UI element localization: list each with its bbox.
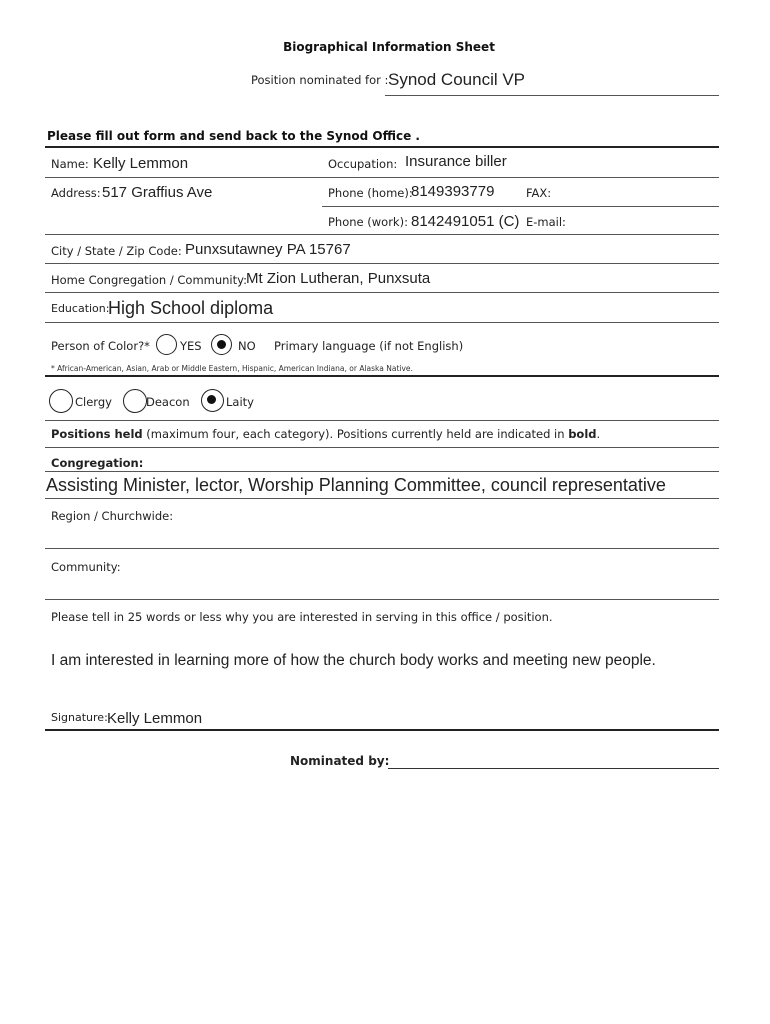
phone-work-label: Phone (work): xyxy=(328,215,408,229)
signature-input[interactable]: Kelly Lemmon xyxy=(107,710,203,727)
yes-radio[interactable] xyxy=(156,334,177,355)
divider xyxy=(45,471,719,472)
congregation-label: Home Congregation / Community: xyxy=(51,273,247,287)
divider xyxy=(45,322,719,323)
positions-heading-bold: Positions held xyxy=(51,427,143,441)
position-input[interactable]: Synod Council VP xyxy=(388,70,526,89)
divider xyxy=(45,729,719,731)
form-title: Biographical Information Sheet xyxy=(283,40,495,54)
occupation-label: Occupation: xyxy=(328,157,398,171)
divider xyxy=(45,498,719,499)
city-label: City / State / Zip Code: xyxy=(51,244,182,258)
deacon-radio[interactable] xyxy=(123,389,147,413)
divider xyxy=(45,447,719,448)
congregation-positions-label: Congregation: xyxy=(51,456,144,470)
positions-heading-bold-word: bold xyxy=(568,427,597,441)
interest-answer[interactable]: I am interested in learning more of how the church body works and meeting new people. xyxy=(51,652,656,669)
positions-heading-rest: (maximum four, each category). Positions currently held are indicated in xyxy=(142,427,569,441)
divider xyxy=(45,420,719,421)
community-input-line[interactable] xyxy=(45,599,719,600)
address-input[interactable]: 517 Graffius Ave xyxy=(102,184,213,201)
divider xyxy=(45,375,719,377)
interest-prompt: Please tell in 25 words or less why you are interested in serving in this office / position. xyxy=(51,610,553,624)
positions-heading-end: . xyxy=(596,427,601,441)
deacon-label: Deacon xyxy=(146,395,190,409)
divider xyxy=(45,177,719,178)
divider xyxy=(45,146,719,148)
divider xyxy=(45,234,719,235)
name-label: Name: xyxy=(51,157,89,171)
divider xyxy=(45,263,719,264)
nominated-by-label: Nominated by: xyxy=(290,754,390,768)
address-label: Address: xyxy=(51,186,101,200)
fax-label: FAX: xyxy=(526,186,552,200)
region-input-line[interactable] xyxy=(45,548,719,549)
signature-label: Signature: xyxy=(51,711,108,724)
phone-work-input[interactable]: 8142491051 (C) xyxy=(411,213,520,230)
footnote: * African-American, Asian, Arab or Middle Eastern, Hispanic, American Indiana, or Alaska Native. xyxy=(51,364,413,373)
education-label: Education: xyxy=(51,302,110,315)
no-radio[interactable] xyxy=(211,334,232,355)
yes-label: YES xyxy=(180,339,202,353)
nominated-by-line[interactable] xyxy=(388,768,719,769)
person-of-color-label: Person of Color?* xyxy=(51,339,150,353)
city-input[interactable]: Punxsutawney PA 15767 xyxy=(185,241,351,258)
congregation-input[interactable]: Mt Zion Lutheran, Punxsuta xyxy=(246,270,431,287)
community-label: Community: xyxy=(51,560,121,574)
divider xyxy=(45,292,719,293)
laity-label: Laity xyxy=(226,395,254,409)
instruction-text: Please fill out form and send back to the Synod Office . xyxy=(47,129,420,143)
positions-heading xyxy=(51,427,600,441)
clergy-label: Clergy xyxy=(75,395,112,409)
phone-home-input[interactable]: 8149393779 xyxy=(411,183,495,200)
email-label: E-mail: xyxy=(526,215,566,229)
occupation-input[interactable]: Insurance biller xyxy=(405,153,507,170)
congregation-positions-input[interactable]: Assisting Minister, lector, Worship Planning Committee, council representative xyxy=(46,475,666,495)
name-input[interactable]: Kelly Lemmon xyxy=(93,155,189,172)
position-underline xyxy=(385,95,719,96)
primary-language-label: Primary language (if not English) xyxy=(274,339,464,353)
position-label: Position nominated for : xyxy=(251,73,389,87)
education-input[interactable]: High School diploma xyxy=(108,298,274,318)
divider xyxy=(322,206,719,207)
laity-radio[interactable] xyxy=(201,389,224,412)
phone-home-label: Phone (home): xyxy=(328,186,413,200)
clergy-radio[interactable] xyxy=(49,389,73,413)
no-label: NO xyxy=(238,339,256,353)
region-label: Region / Churchwide: xyxy=(51,509,174,523)
